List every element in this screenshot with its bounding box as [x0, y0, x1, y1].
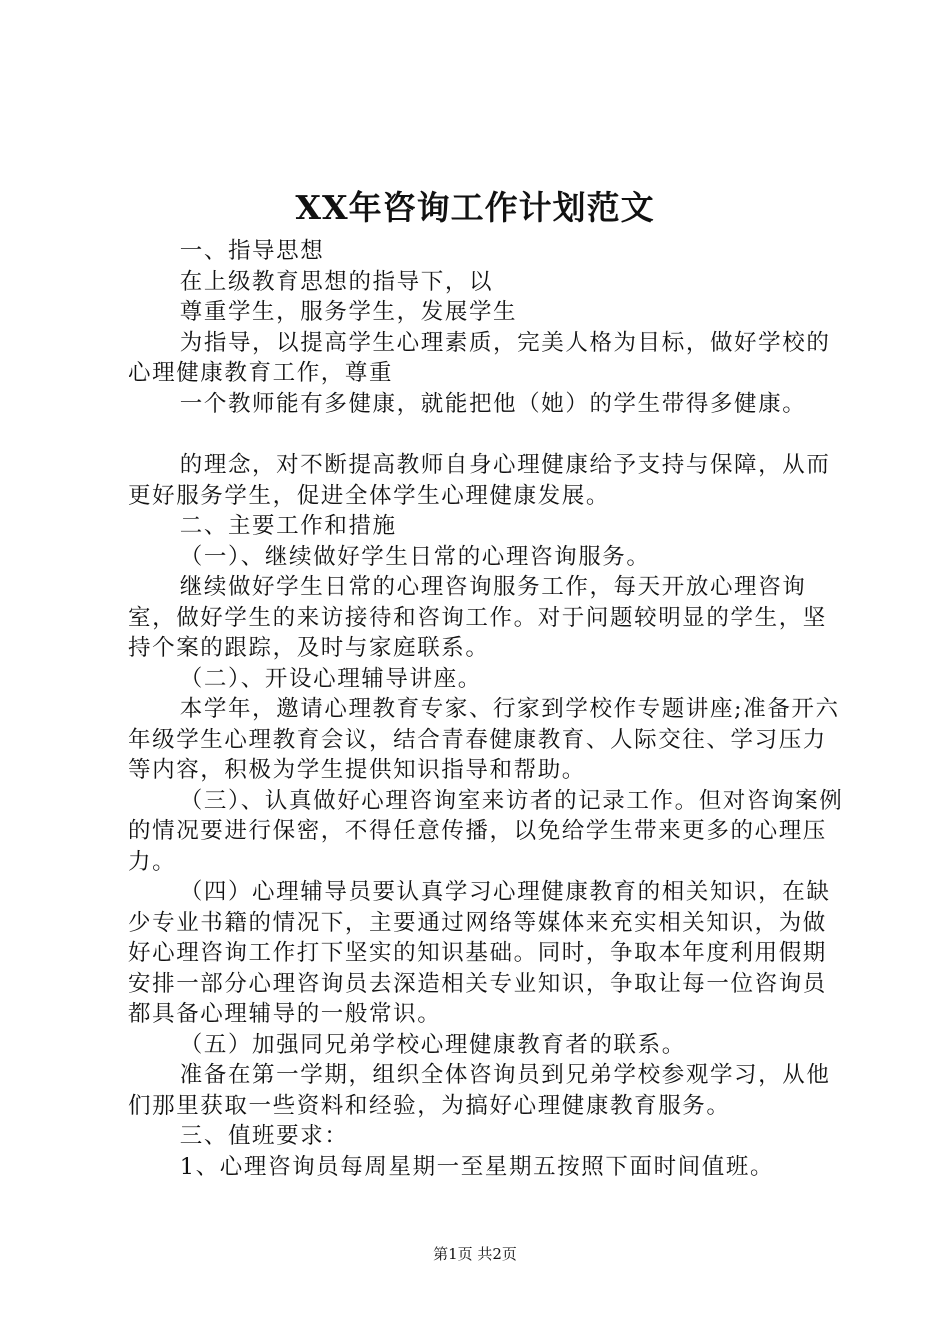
paragraph: 尊重学生，服务学生，发展学生 — [179, 299, 518, 325]
document-body — [128, 236, 848, 1182]
subsection-heading-1: （一）、继续做好学生日常的心理咨询服务。 — [179, 543, 651, 570]
section-heading-guiding-ideology: 一、指导思想 — [179, 238, 325, 264]
paragraph: （三）、认真做好心理咨询室来访者的记录工作。但对咨询案例的情况要进行保密，不得任意传播，以免给学生带来更多的心理压力。 — [128, 787, 844, 875]
paragraph: 在上级教育思想的指导下，以 — [179, 268, 494, 295]
paragraph: 为指导，以提高学生心理素质，完美人格为目标，做好学校的心理健康教育工作，尊重 — [128, 329, 831, 386]
paragraph: 继续做好学生日常的心理咨询服务工作，每天开放心理咨询室，做好学生的来访接待和咨询工作。对于问题较明显的学生，坚持个案的跟踪，及时与家庭联系。 — [128, 574, 827, 661]
paragraph: 一个教师能有多健康，就能把他（她）的学生带得多健康。 — [179, 390, 807, 417]
page-footer: 第1页 共2页 — [433, 1245, 517, 1263]
document-title: XX年咨询工作计划范文 — [295, 188, 655, 227]
section-heading-main-work: 二、主要工作和措施 — [179, 513, 397, 539]
section-heading-duty-requirements: 三、值班要求： — [179, 1123, 349, 1149]
subsection-heading-5: （五）加强同兄弟学校心理健康教育者的联系。 — [179, 1031, 686, 1058]
paragraph: 的理念，对不断提高教师自身心理健康给予支持与保障，从而更好服务学生，促进全体学生心理健康发展。 — [128, 452, 831, 509]
paragraph: 准备在第一学期，组织全体咨询员到兄弟学校参观学习，从他们那里获取一些资料和经验，为搞好心理健康教育服务。 — [128, 1062, 831, 1119]
paragraph: 本学年，邀请心理教育专家、行家到学校作专题讲座;准备开六年级学生心理教育会议，结合青春健康教育、人际交往、学习压力等内容，积极为学生提供知识指导和帮助。 — [128, 696, 840, 783]
paragraph: （四）心理辅导员要认真学习心理健康教育的相关知识，在缺少专业书籍的情况下，主要通过网络等媒体来充实相关知识，为做好心理咨询工作打下坚实的知识基础。同时，争取本年度利用假期安排一部分心理咨询员去深造相关专业知识，争取让每一位咨询员都具备心理辅导的一般常识。 — [128, 879, 831, 1027]
paragraph: 1、心理咨询员每周星期一至星期五按照下面时间值班。 — [179, 1153, 775, 1180]
subsection-heading-2: （二）、开设心理辅导讲座。 — [179, 665, 482, 692]
